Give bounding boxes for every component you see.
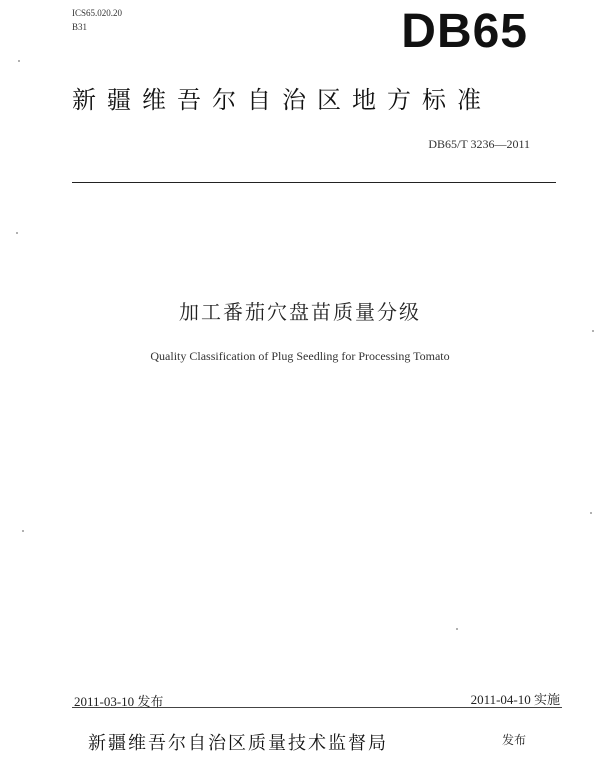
publisher-name: 新疆维吾尔自治区质量技术监督局: [88, 733, 388, 754]
scan-speck: [592, 330, 594, 332]
footer-divider: [72, 707, 562, 708]
standard-category: 新疆维吾尔自治区地方标准: [72, 86, 492, 114]
scan-speck: [16, 232, 18, 234]
scan-speck: [456, 628, 458, 630]
standard-logo: DB65: [401, 5, 528, 58]
standard-number: DB65/T 3236—2011: [428, 137, 530, 151]
scan-speck: [22, 530, 24, 532]
header-divider: [72, 182, 556, 183]
implementation-date: 2011-04-10 实施: [470, 692, 560, 707]
document-title-chinese: 加工番茄穴盘苗质量分级: [179, 300, 421, 324]
publisher-suffix: 发布: [502, 733, 527, 747]
issue-date: 2011-03-10 发布: [74, 694, 164, 709]
document-title-english: Quality Classification of Plug Seedling for Processing Tomato: [150, 349, 450, 363]
scan-speck: [590, 512, 592, 514]
scan-speck: [18, 60, 20, 62]
ics-code: ICS65.020.20: [72, 8, 123, 18]
ccs-code: B31: [72, 22, 88, 32]
